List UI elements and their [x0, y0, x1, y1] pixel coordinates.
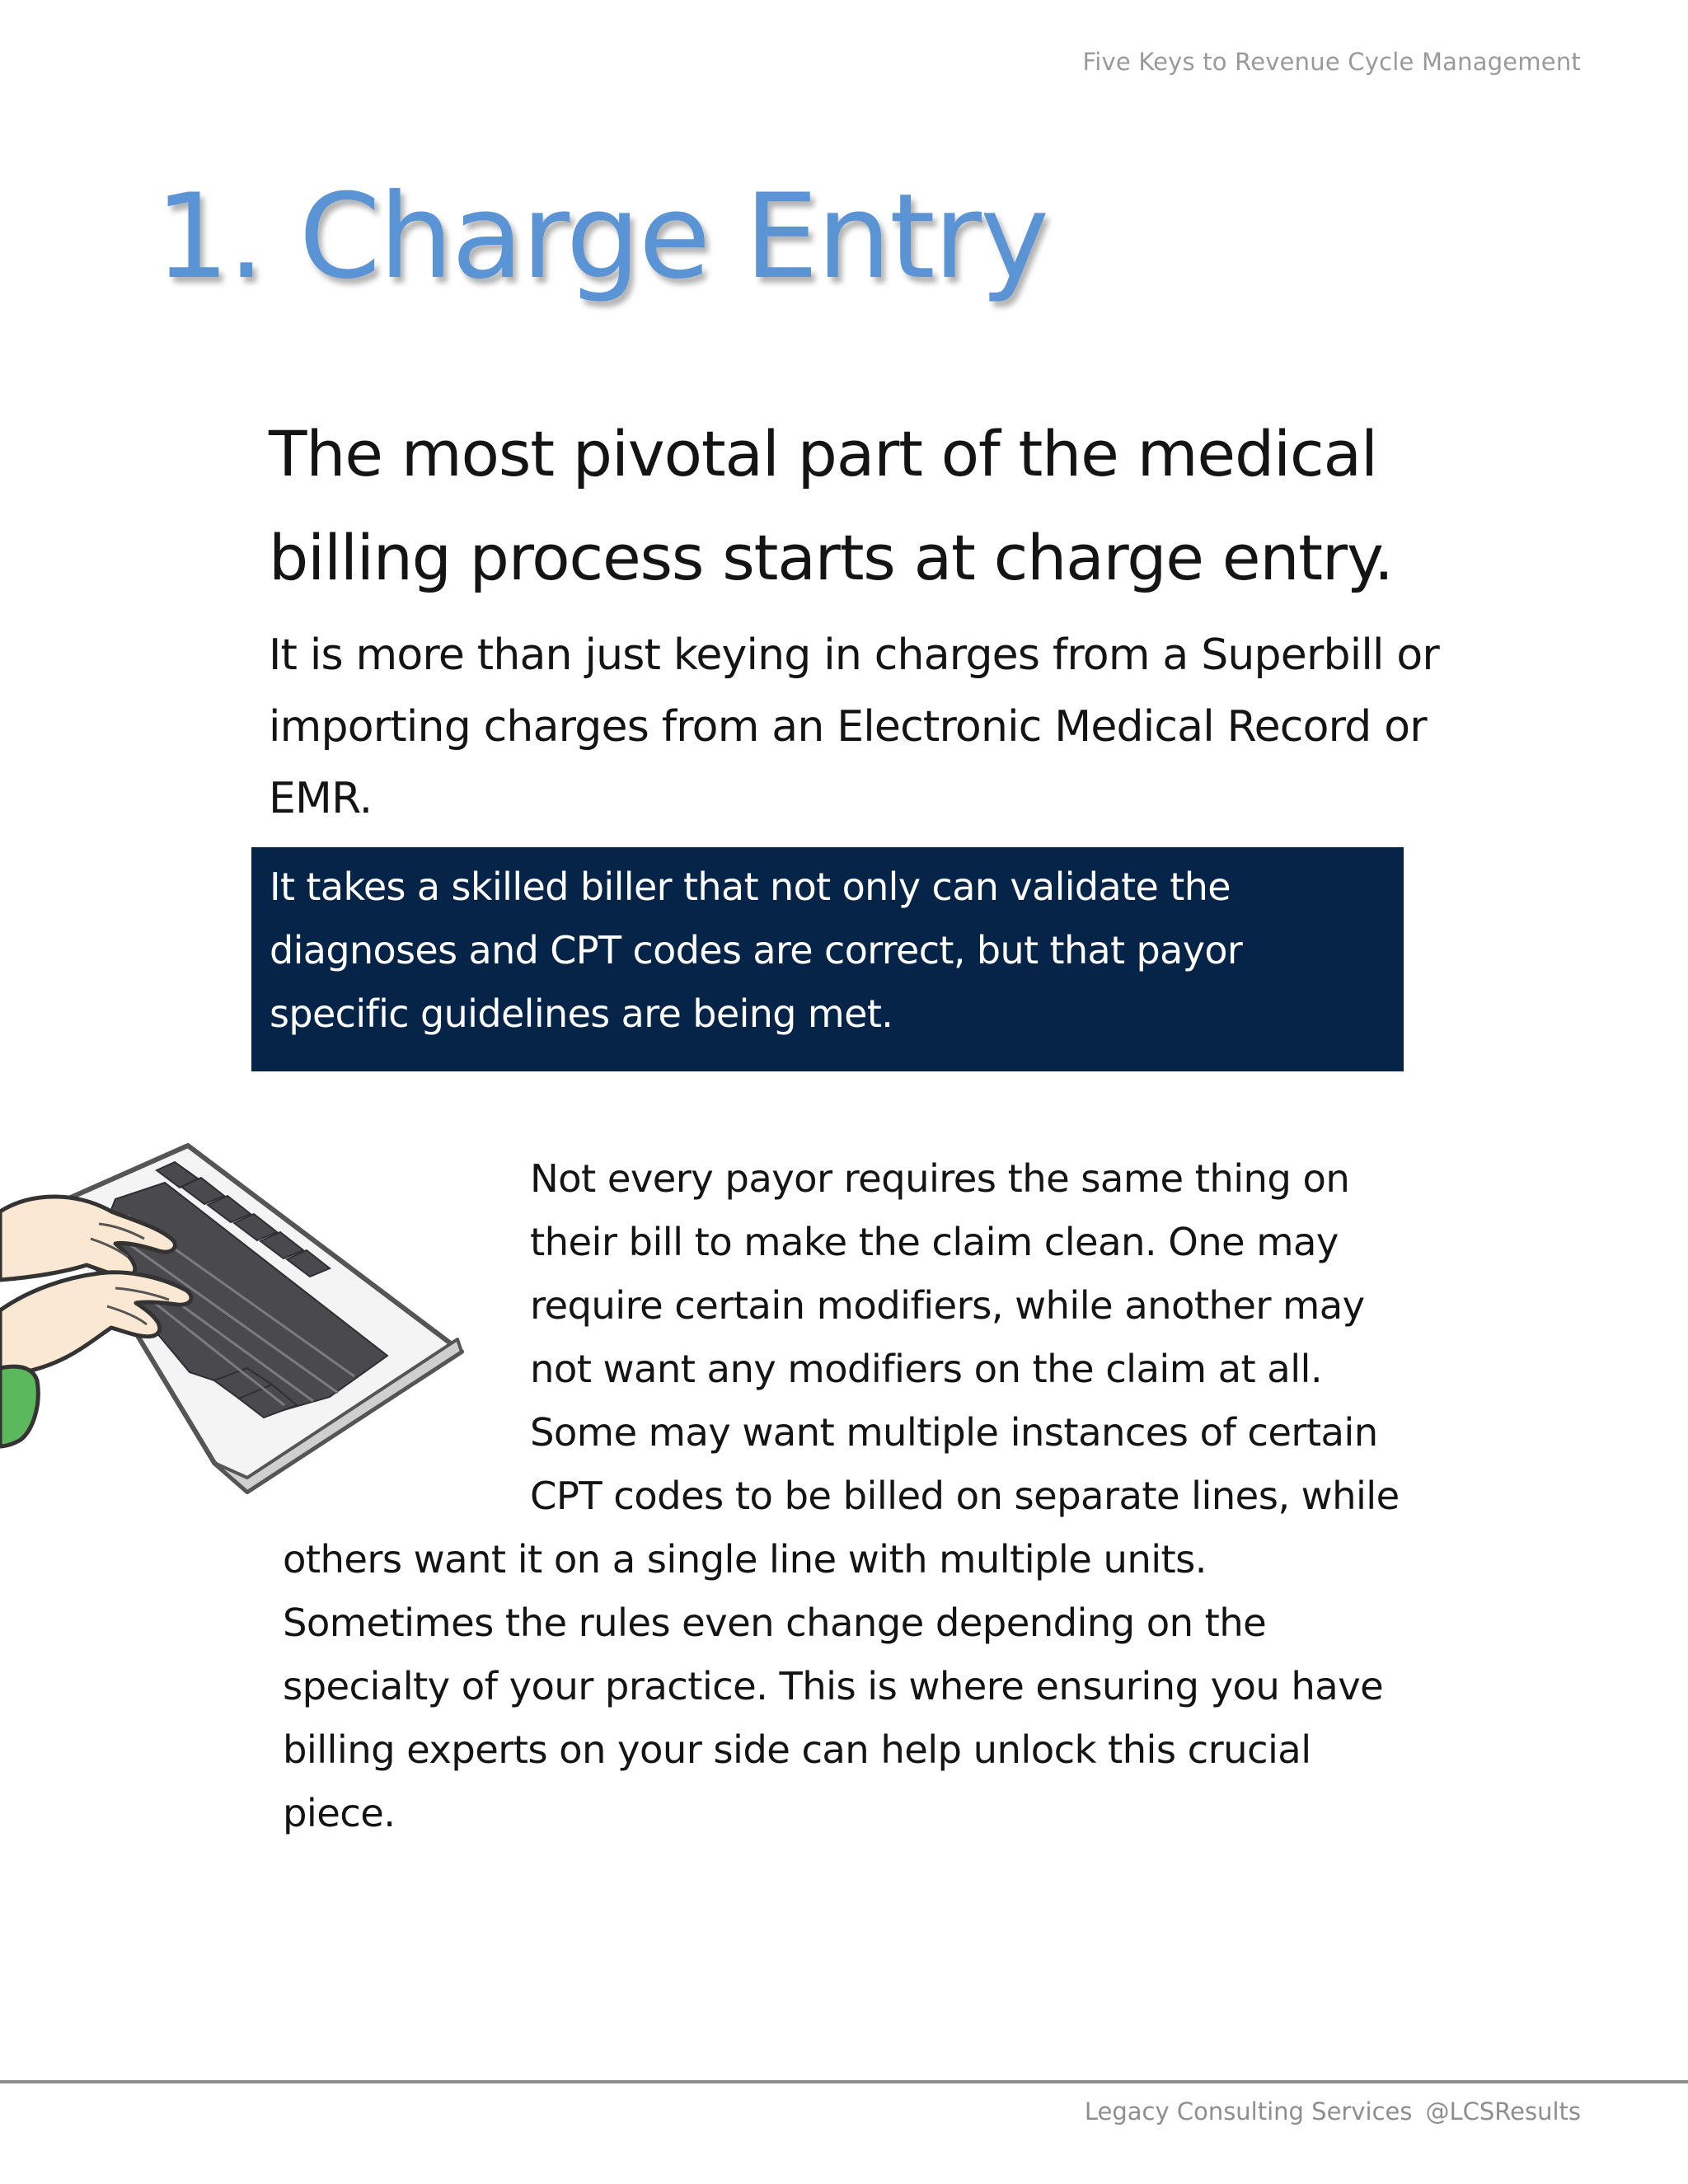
callout-box: [251, 847, 1404, 1071]
body-text: Not every payor requires the same thing on their bill to make the claim clean. One may require certain modifiers, while another may not want any modifiers on the claim at all. Some may want multiple instances of certain CPT codes to be billed on separate lines, while others want it on a single line with multiple units. Sometimes the rules even change depending on the specialty of your practice. This is where ensuring you have billing experts on your side can help unlock this crucial piece.: [283, 1156, 1400, 1835]
body-paragraph: [283, 1147, 1428, 1845]
chapter-title: 1. Charge Entry: [155, 169, 1048, 305]
running-header: Five Keys to Revenue Cycle Management: [1082, 48, 1581, 76]
footer: [1085, 2097, 1581, 2125]
footer-company: Legacy Consulting Services: [1084, 2097, 1413, 2125]
callout-text: It takes a skilled biller that not only can validate the diagnoses and CPT codes are correct, but that payor specific guidelines are being met.: [270, 865, 1243, 1036]
illustration-wrap-space: [283, 1147, 530, 1528]
lead-paragraph: The most pivotal part of the medical billing process starts at charge entry.: [269, 417, 1393, 594]
intro-paragraph: It is more than just keying in charges from a Superbill or importing charges from an Electronic Medical Record or EMR.: [269, 630, 1440, 823]
footer-handle: @LCSResults: [1425, 2097, 1581, 2125]
footer-divider: [0, 2080, 1688, 2083]
